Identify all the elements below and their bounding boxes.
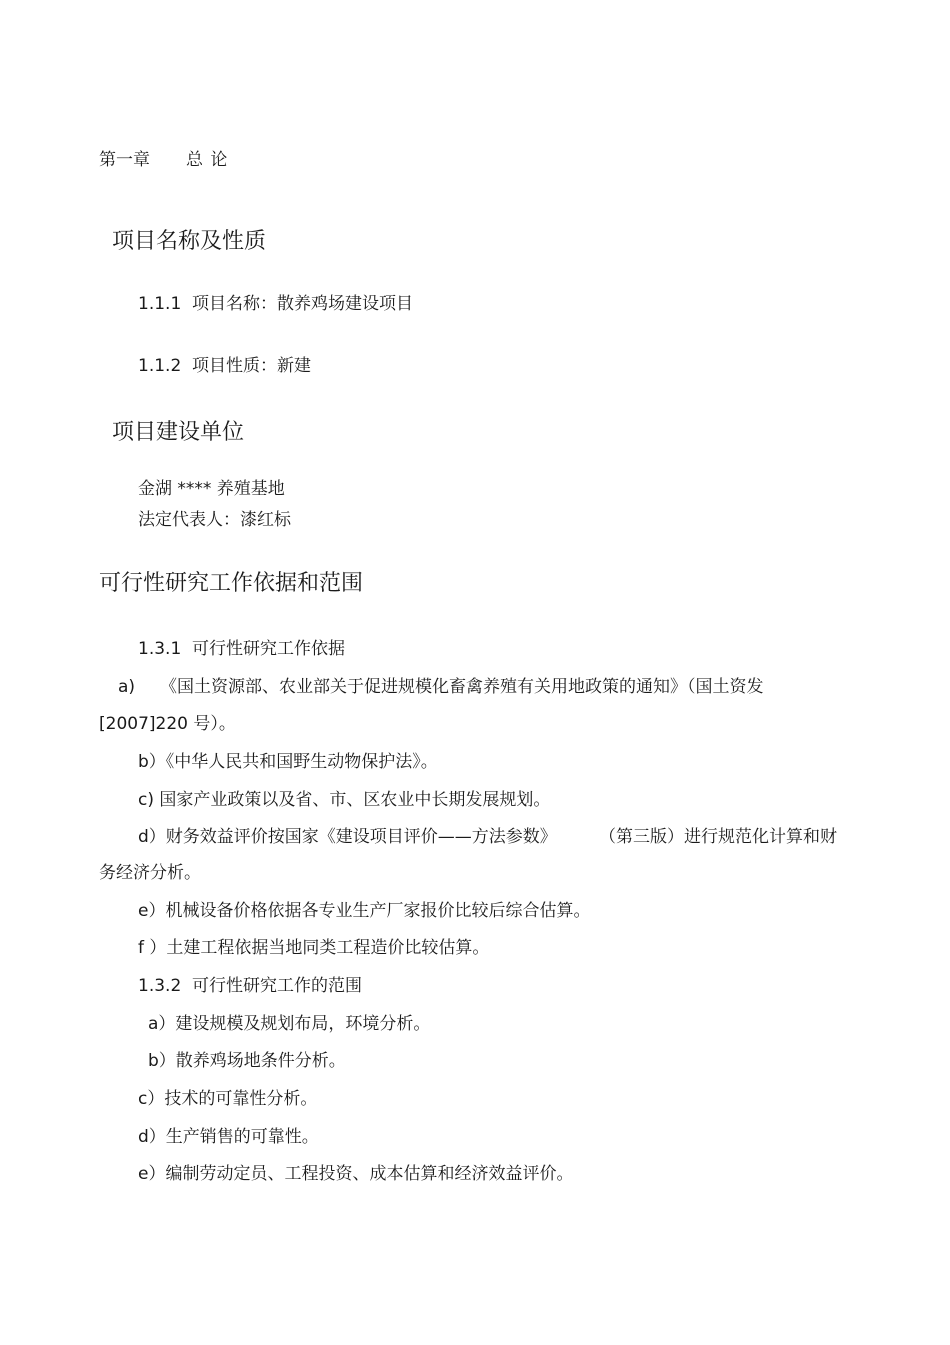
- legal-representative: 法定代表人：漆红标: [138, 510, 291, 530]
- basis-a-label: a): [118, 677, 136, 697]
- scope-e: e）编制劳动定员、工程投资、成本估算和经济效益评价。: [138, 1164, 574, 1184]
- sub-title-1-3-1: 可行性研究工作依据: [192, 639, 345, 659]
- construction-unit-name: 金湖 **** 养殖基地: [138, 479, 285, 499]
- basis-c: c) 国家产业政策以及省、市、区农业中长期发展规划。: [138, 790, 551, 810]
- sub-title-1-3-2: 可行性研究工作的范围: [192, 976, 362, 996]
- basis-a-line1: 《国土资源部、农业部关于促进规模化畜禽养殖有关用地政策的通知》（国土资发: [160, 677, 764, 697]
- item-text-1-1-1: 项目名称：散养鸡场建设项目: [192, 294, 413, 314]
- sub-number-1-3-2: 1.3.2: [138, 976, 182, 996]
- section-heading-feasibility-basis: 可行性研究工作依据和范围: [99, 571, 364, 596]
- chapter-number: 第一章: [99, 150, 150, 170]
- item-number-1-1-2: 1.1.2: [138, 356, 182, 376]
- section-heading-construction-unit: 项目建设单位: [112, 420, 245, 445]
- item-number-1-1-1: 1.1.1: [138, 294, 182, 314]
- scope-b: b）散养鸡场地条件分析。: [148, 1051, 346, 1071]
- basis-a-line2: [2007]220 号）。: [99, 714, 236, 734]
- chapter-title: 总 论: [186, 150, 229, 170]
- basis-b: b）《中华人民共和国野生动物保护法》。: [138, 752, 438, 772]
- sub-number-1-3-1: 1.3.1: [138, 639, 182, 659]
- scope-d: d）生产销售的可靠性。: [138, 1127, 319, 1147]
- basis-d-line1a: d）财务效益评价按国家《建设项目评价——方法参数》: [138, 827, 557, 847]
- basis-d-line2: 务经济分析。: [99, 863, 201, 883]
- basis-e: e）机械设备价格依据各专业生产厂家报价比较后综合估算。: [138, 901, 591, 921]
- basis-f: f ）土建工程依据当地同类工程造价比较估算。: [138, 938, 490, 958]
- scope-a: a）建设规模及规划布局，环境分析。: [148, 1014, 431, 1034]
- scope-c: c）技术的可靠性分析。: [138, 1089, 318, 1109]
- section-heading-project-name: 项目名称及性质: [112, 229, 267, 254]
- basis-d-line1b: （第三版）进行规范化计算和财: [599, 827, 837, 847]
- item-text-1-1-2: 项目性质：新建: [192, 356, 311, 376]
